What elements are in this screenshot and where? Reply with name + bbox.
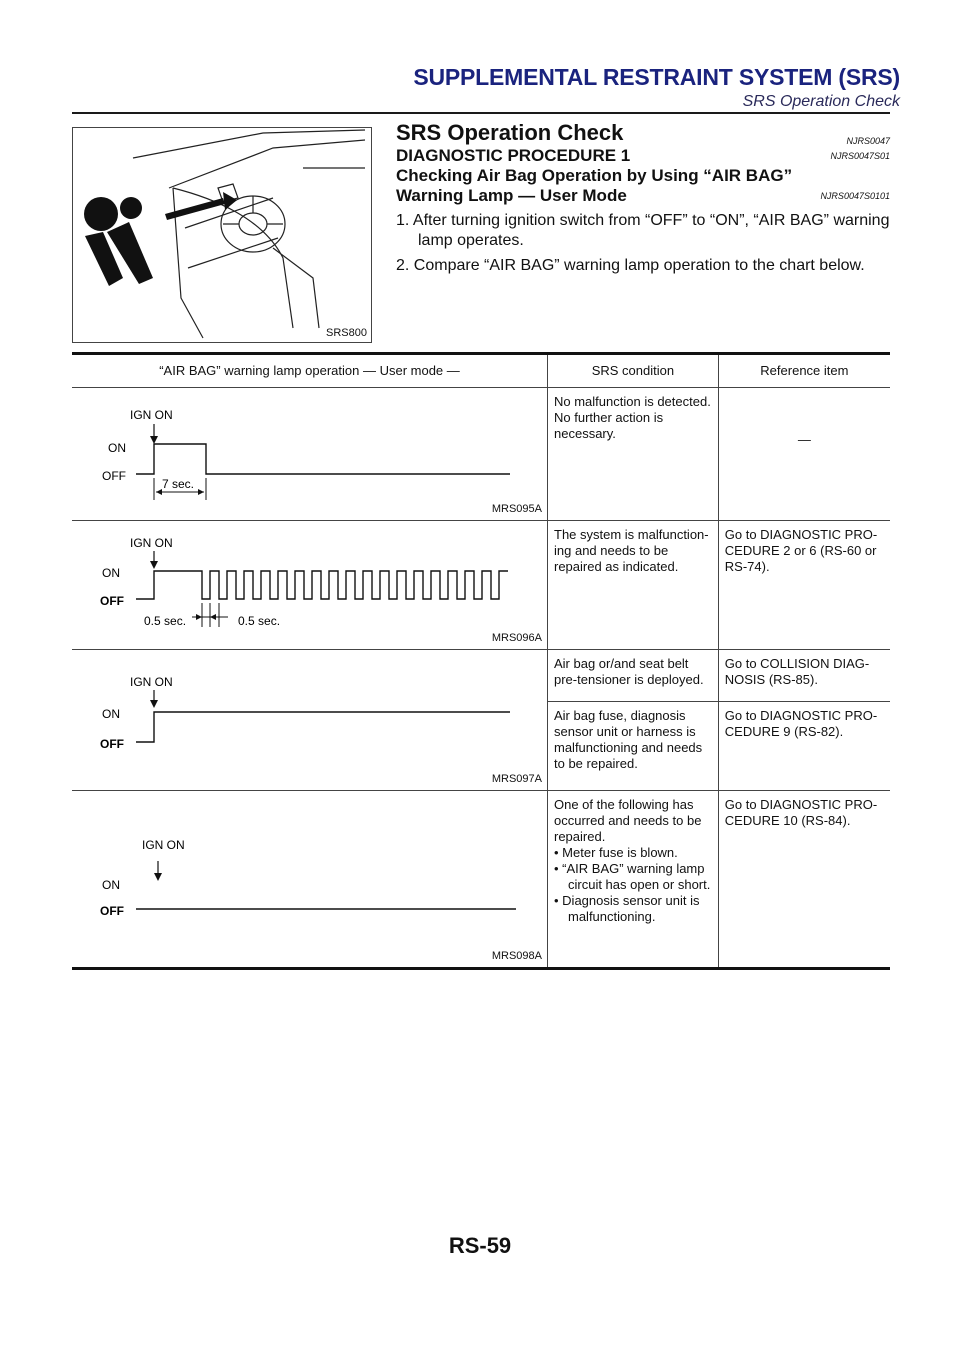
ign-on-label: IGN ON	[130, 408, 173, 422]
table-row	[72, 521, 890, 650]
on-label: ON	[102, 566, 120, 580]
lamp-diagram-cell	[72, 388, 548, 521]
srs-condition: Air bag fuse, diagnosis sensor unit or harness is malfunctioning and needs to be repaired.	[548, 702, 719, 791]
off-label: OFF	[100, 904, 124, 918]
lamp-diagram-cell	[72, 521, 548, 650]
condition-intro: One of the following has occurred and needs to be repaired.	[554, 797, 702, 844]
diagram-label: MRS096A	[491, 632, 542, 644]
ign-on-label: IGN ON	[130, 675, 173, 689]
dashboard-airbag-illustration	[73, 128, 371, 342]
srs-condition	[548, 791, 719, 969]
on-label: ON	[102, 878, 120, 892]
reference-item: Go to DIAGNOSTIC PRO-CEDURE 10 (RS-84).	[718, 791, 890, 969]
page-header	[380, 64, 900, 111]
figure-label: SRS800	[326, 327, 367, 339]
warning-lamp-table	[72, 352, 890, 970]
check-heading-line2: Warning Lamp — User Mode NJRS0047S0101	[396, 186, 890, 205]
srs-condition: No malfunction is detected. No further action is necessary.	[548, 388, 719, 521]
reference-item: Go to DIAGNOSTIC PRO-CEDURE 2 or 6 (RS-60 or RS-74).	[718, 521, 890, 650]
section-title: SUPPLEMENTAL RESTRAINT SYSTEM (SRS)	[413, 64, 900, 90]
reference-item: Go to COLLISION DIAG-NOSIS (RS-85).	[718, 650, 890, 702]
lamp-timing-diagram-normal	[78, 394, 541, 510]
list-item: • Meter fuse is blown.	[554, 845, 678, 860]
half-sec-label: 0.5 sec.	[144, 614, 187, 628]
heading-code: NJRS0047S0101	[820, 191, 890, 201]
subsection-title: SRS Operation Check	[742, 93, 900, 110]
table-header-row	[72, 354, 890, 388]
table-row	[72, 791, 890, 969]
column-header: SRS condition	[548, 354, 719, 388]
list-item: • Diagnosis sensor unit is malfunctioning.	[554, 893, 700, 924]
off-label: OFF	[100, 737, 124, 751]
diagnostic-procedure-heading: DIAGNOSTIC PROCEDURE 1 NJRS0047S01	[396, 146, 890, 165]
step-1: 1. After turning ignition switch from “OFF” to “ON”, “AIR BAG” warning lamp operates.	[396, 212, 890, 249]
diagram-label: MRS098A	[491, 950, 542, 962]
lamp-diagram-cell	[72, 650, 548, 791]
half-sec-label: 0.5 sec.	[238, 614, 281, 628]
reference-item: Go to DIAGNOSTIC PRO-CEDURE 9 (RS-82).	[718, 702, 890, 791]
page-number: RS-59	[448, 1233, 512, 1258]
diagram-label: MRS095A	[491, 503, 542, 515]
srs-condition: The system is malfunction-ing and needs to be repaired as indicated.	[548, 521, 719, 650]
lamp-timing-diagram-continuous	[78, 656, 541, 780]
on-label: ON	[102, 707, 120, 721]
reference-item: —	[718, 388, 890, 521]
header-rule	[72, 112, 890, 114]
step-2: 2. Compare “AIR BAG” warning lamp operation to the chart below.	[396, 257, 865, 274]
list-item: • “AIR BAG” warning lamp circuit has open or short.	[554, 861, 711, 892]
check-heading-line1: Checking Air Bag Operation by Using “AIR BAG”	[396, 166, 793, 185]
lamp-diagram-cell	[72, 791, 548, 969]
ign-on-label: IGN ON	[142, 838, 185, 852]
procedure-text	[396, 120, 890, 276]
subtitle-code: NJRS0047S01	[830, 151, 890, 161]
dashboard-figure	[72, 127, 372, 343]
off-label: OFF	[100, 594, 124, 608]
on-label: ON	[108, 441, 126, 455]
title-code: NJRS0047	[846, 136, 890, 146]
lamp-timing-diagram-flashing	[78, 527, 541, 639]
table-row	[72, 388, 890, 521]
ign-on-label: IGN ON	[130, 536, 173, 550]
table-row	[72, 650, 890, 702]
off-label: OFF	[102, 469, 126, 483]
diagram-label: MRS097A	[491, 773, 542, 785]
page-title: SRS Operation Check NJRS0047	[396, 120, 890, 146]
lamp-timing-diagram-off	[78, 797, 541, 957]
seven-sec-label: 7 sec.	[162, 477, 195, 491]
column-header: Reference item	[718, 354, 890, 388]
column-header: “AIR BAG” warning lamp operation — User mode —	[72, 354, 548, 388]
srs-condition: Air bag or/and seat belt pre-tensioner is deployed.	[548, 650, 719, 702]
